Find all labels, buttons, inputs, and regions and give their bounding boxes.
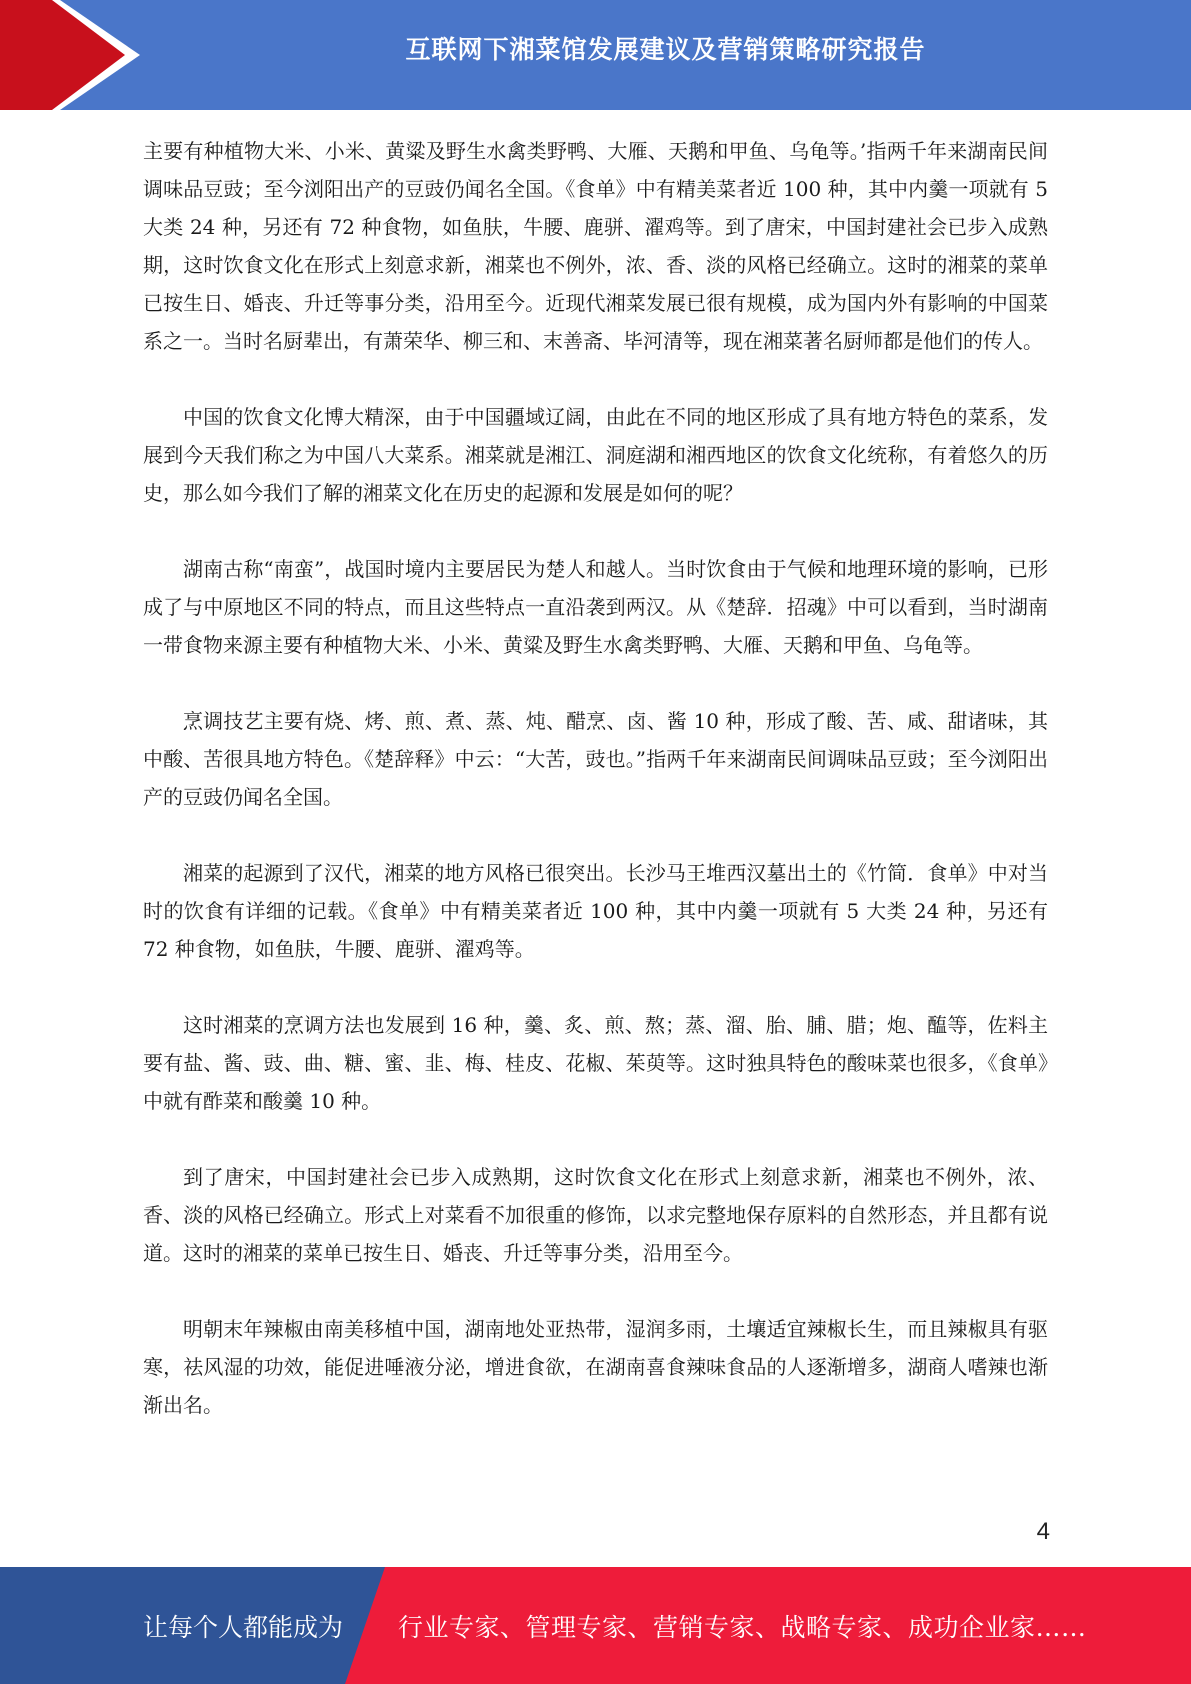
page-number: 4 (1036, 1518, 1050, 1545)
footer-slogan-right: 行业专家、管理专家、营销专家、战略专家、成功企业家…… (398, 1612, 1087, 1642)
page-header (0, 0, 1191, 110)
paragraph: 这时湘菜的烹调方法也发展到 16 种，羹、炙、煎、熬；蒸、溜、胎、脯、腊；炮、醢等，佐料主要有盐、酱、豉、曲、糖、蜜、韭、梅、桂皮、花椒、茱萸等。这时独具特色的酸味菜也很多，《食单》中就有酢菜和酸羹 10 种。 (143, 1013, 1048, 1113)
chevron-arrow-icon (0, 0, 160, 110)
footer-slogan-left: 让每个人都能成为 (143, 1612, 344, 1642)
page-footer (0, 1567, 1191, 1684)
paragraph: 湘菜的起源到了汉代，湘菜的地方风格已很突出。长沙马王堆西汉墓出土的《竹简．食单》中对当时的饮食有详细的记载。《食单》中有精美菜者近 100 种，其中内羹一项就有 5 大类 24 种，另还有 72 种食物，如鱼肤，牛腰、鹿骈、濯鸡等。 (143, 861, 1048, 961)
paragraph: 明朝末年辣椒由南美移植中国，湖南地处亚热带，湿润多雨，土壤适宜辣椒长生，而且辣椒具有驱寒，祛风湿的功效，能促进唾液分泌，增进食欲，在湖南喜食辣味食品的人逐渐增多，湖商人嗜辣也渐渐出名。 (143, 1317, 1048, 1417)
paragraph: 到了唐宋，中国封建社会已步入成熟期，这时饮食文化在形式上刻意求新，湘菜也不例外，浓、香、淡的风格已经确立。形式上对菜看不加很重的修饰，以求完整地保存原料的自然形态，并且都有说道。这时的湘菜的菜单已按生日、婚丧、升迁等事分类，沿用至今。 (143, 1165, 1048, 1265)
paragraph: 湖南古称“南蛮”，战国时境内主要居民为楚人和越人。当时饮食由于气候和地理环境的影响，已形成了与中原地区不同的特点，而且这些特点一直沿袭到两汉。从《楚辞．招魂》中可以看到，当时湖南一带食物来源主要有种植物大米、小米、黄粱及野生水禽类野鸭、大雁、天鹅和甲鱼、乌龟等。 (143, 557, 1048, 657)
body-text (143, 132, 1048, 1462)
report-title: 互联网下湘菜馆发展建议及营销策略研究报告 (405, 35, 926, 64)
paragraph: 烹调技艺主要有烧、烤、煎、煮、蒸、炖、醋烹、卤、酱 10 种，形成了酸、苦、咸、甜诸味，其中酸、苦很具地方特色。《楚辞释》中云：“大苦，豉也。”指两千年来湖南民间调味品豆豉；至今浏阳出产的豆豉仍闻名全国。 (143, 709, 1048, 809)
paragraph: 主要有种植物大米、小米、黄粱及野生水禽类野鸭、大雁、天鹅和甲鱼、乌龟等。’指两千年来湖南民间调味品豆豉；至今浏阳出产的豆豉仍闻名全国。《食单》中有精美菜者近 100 种，其中内羹一项就有 5 大类 24 种，另还有 72 种食物，如鱼肤，牛腰、鹿骈、濯鸡等。到了唐宋，中国封建社会已步入成熟期，这时饮食文化在形式上刻意求新，湘菜也不例外，浓、香、淡的风格已经确立。这时的湘菜的菜单已按生日、婚丧、升迁等事分类，沿用至今。近现代湘菜发展已很有规模，成为国内外有影响的中国菜系之一。当时名厨辈出，有萧荣华、柳三和、末善斋、毕河清等，现在湘菜著名厨师都是他们的传人。 (143, 139, 1048, 353)
paragraph: 中国的饮食文化博大精深，由于中国疆域辽阔，由此在不同的地区形成了具有地方特色的菜系，发展到今天我们称之为中国八大菜系。湘菜就是湘江、洞庭湖和湘西地区的饮食文化统称，有着悠久的历史，那么如今我们了解的湘菜文化在历史的起源和发展是如何的呢？ (143, 405, 1048, 505)
